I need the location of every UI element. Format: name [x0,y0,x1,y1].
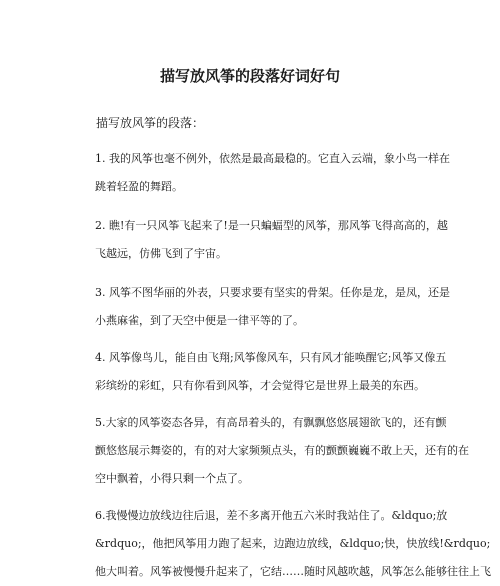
paragraph-3 [95,279,450,335]
paragraph-line: 5.大家的风筝姿态各异，有高昂着头的，有飘飘悠悠展翅欲飞的，还有颤 [95,416,447,429]
paragraph-line: 1. 我的风筝也毫不例外，依然是最高最稳的。它直入云端，象小鸟一样在 [95,152,450,165]
paragraph-line: 2. 瞧!有一只风筝飞起来了!是一只蝙蝠型的风筝，那风筝飞得高高的，越 [95,219,448,232]
paragraph-line: 颤悠悠展示舞姿的，有的对大家频频点头，有的颤颤巍巍不敢上天，还有的在 [95,444,469,457]
paragraph-line: 小燕麻雀，到了天空中便是一律平等的了。 [95,314,304,327]
paragraph-1 [95,145,450,201]
paragraph-line: 3. 风筝不图华丽的外表，只要求要有坚实的骨架。任你是龙，是凤，还是 [95,286,450,299]
paragraph-line: &rdquo;，他把风筝用力跑了起来，边跑边放线，&ldquo;快，快放线!&rdquo; [95,537,491,550]
paragraph-4 [95,344,447,400]
paragraph-6 [95,502,491,586]
paragraph-2 [95,212,448,268]
paragraph-line: 4. 风筝像鸟儿，能自由飞翔;风筝像风车，只有风才能唤醒它;风筝又像五 [95,351,447,364]
paragraph-line: 6.我慢慢边放线边往后退，差不多离开他五六米时我站住了。&ldquo;放 [95,509,448,522]
paragraph-line: 空中飘着，小得只剩一个点了。 [95,472,249,485]
section-heading: 描写放风筝的段落： [96,116,205,130]
paragraph-line: 飞越远，仿佛飞到了宇宙。 [95,247,227,260]
paragraph-line: 他大叫着。风筝被慢慢升起来了，它结……随时风越吹越，风筝怎么能够往往上飞 [95,565,491,578]
paragraph-5 [95,409,469,493]
document-title: 描写放风筝的段落好词好句 [159,67,340,85]
paragraph-line: 彩缤纷的彩虹，只有你看到风筝，才会觉得它是世界上最美的东西。 [95,379,425,392]
paragraph-line: 跳着轻盈的舞蹈。 [95,180,183,193]
